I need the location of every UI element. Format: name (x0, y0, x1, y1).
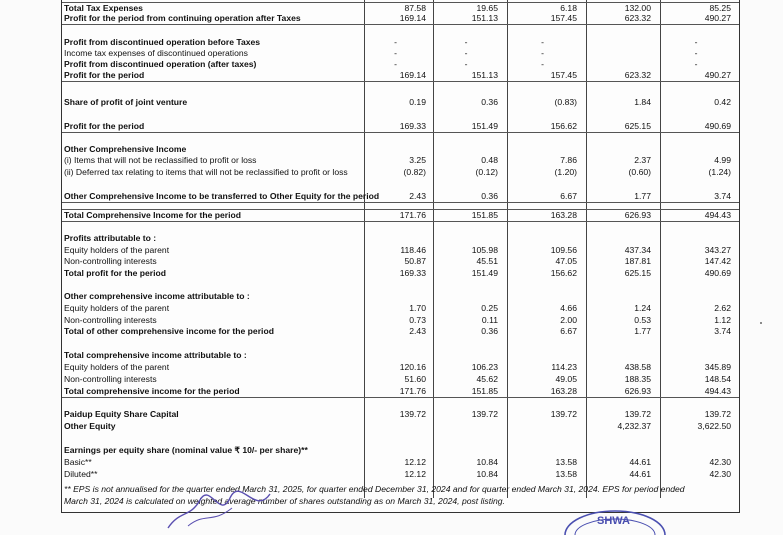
table-row (62, 121, 739, 133)
row-label: Non-controlling interests (64, 315, 157, 325)
value-cell: 44.61 (629, 457, 651, 467)
table-row (62, 326, 739, 337)
value-cell: 151.13 (471, 70, 498, 80)
value-cell: 139.72 (471, 409, 498, 419)
value-cell: 0.36 (481, 97, 498, 107)
value-cell: 109.56 (550, 245, 577, 255)
table-row (62, 457, 739, 468)
value-cell: 44.61 (629, 469, 651, 479)
value-cell: 1.12 (714, 315, 731, 325)
value-cell: 2.00 (560, 315, 577, 325)
value-cell: 157.45 (550, 13, 577, 23)
value-cell: 169.14 (399, 70, 426, 80)
value-cell: 1.70 (409, 303, 426, 313)
value-cell: 163.28 (550, 210, 577, 220)
value-cell: 0.19 (409, 97, 426, 107)
row-label: Total comprehensive income attributable to : (64, 350, 247, 360)
table-row (62, 37, 739, 48)
value-cell: 171.76 (399, 386, 426, 396)
table-row (62, 291, 739, 302)
row-label: Earnings per equity share (nominal value ₹ 10/- per share)** (64, 445, 308, 455)
value-cell: 0.53 (634, 315, 651, 325)
table-row (62, 97, 739, 108)
value-cell: 50.87 (404, 256, 426, 266)
value-cell: 0.11 (481, 315, 498, 325)
row-label: Profit from discontinued operation before Taxes (64, 37, 261, 47)
value-cell: 12.12 (404, 457, 426, 467)
value-cell: - (694, 48, 698, 58)
table-row (62, 268, 739, 279)
row-label: Profit for the period (64, 70, 145, 80)
value-cell: (1.20) (554, 167, 577, 177)
row-label: Profit for the period from continuing operation after Taxes (64, 13, 301, 23)
table-row (62, 409, 739, 420)
value-cell: 1.77 (634, 191, 651, 201)
value-cell: 169.14 (399, 13, 426, 23)
value-cell: 6.18 (560, 3, 577, 13)
value-cell: 1.77 (634, 326, 651, 336)
table-row (62, 469, 739, 480)
value-cell: - (694, 59, 698, 69)
table-row (62, 386, 739, 398)
value-cell: 623.32 (624, 13, 651, 23)
value-cell: 163.28 (550, 386, 577, 396)
row-label: Other Comprehensive Income to be transferred to Other Equity for the period (64, 191, 380, 201)
row-label: Paidup Equity Share Capital (64, 409, 179, 419)
row-label: Non-controlling interests (64, 374, 157, 384)
value-cell: - (541, 59, 544, 69)
financial-statement-table (61, 0, 740, 513)
table-row (62, 421, 739, 432)
table-row (62, 70, 739, 82)
value-cell: - (394, 48, 397, 58)
value-cell: 1.84 (634, 97, 651, 107)
value-cell: 114.23 (551, 362, 577, 372)
value-cell: 19.65 (476, 3, 498, 13)
row-label: Total Comprehensive Income for the period (64, 210, 241, 220)
value-cell: 7.86 (560, 155, 577, 165)
row-label: (ii) Deferred tax relating to items that will not be reclassified to profit or loss (64, 167, 348, 177)
value-cell: 148.54 (704, 374, 731, 384)
value-cell: 437.34 (624, 245, 651, 255)
value-cell: 10.84 (476, 457, 498, 467)
value-cell: 2.43 (409, 191, 426, 201)
row-label: Non-controlling interests (64, 256, 157, 266)
value-cell: 494.43 (704, 386, 731, 396)
table-row (62, 233, 739, 244)
value-cell: 10.84 (476, 469, 498, 479)
table-row (62, 155, 739, 166)
table-row (62, 303, 739, 314)
value-cell: 490.27 (704, 70, 731, 80)
row-label: Total of other comprehensive income for the period (64, 326, 274, 336)
table-row (62, 191, 739, 203)
value-cell: 490.27 (704, 13, 731, 23)
value-cell: - (464, 37, 468, 47)
value-cell: 188.35 (624, 374, 651, 384)
value-cell: 187.81 (624, 256, 651, 266)
table-row (62, 350, 739, 361)
value-cell: 626.93 (624, 386, 651, 396)
value-cell: - (464, 59, 468, 69)
value-cell: 45.51 (476, 256, 498, 266)
value-cell: 105.98 (471, 245, 498, 255)
value-cell: 156.62 (550, 121, 577, 131)
row-label: Equity holders of the parent (64, 245, 170, 255)
value-cell: - (541, 48, 544, 58)
value-cell: 490.69 (704, 121, 731, 131)
value-cell: (0.82) (403, 167, 426, 177)
row-label: Other Equity (64, 421, 116, 431)
value-cell: (1.24) (708, 167, 731, 177)
table-row (62, 48, 739, 59)
value-cell: (0.60) (628, 167, 651, 177)
value-cell: 13.58 (555, 457, 577, 467)
value-cell: 1.24 (634, 303, 651, 313)
value-cell: 3.25 (409, 155, 426, 165)
row-label: Equity holders of the parent (64, 303, 170, 313)
value-cell: 139.72 (704, 409, 731, 419)
row-label: Equity holders of the parent (64, 362, 170, 372)
value-cell: 157.45 (550, 70, 577, 80)
row-label: Share of profit of joint venture (64, 97, 188, 107)
value-cell: 139.72 (399, 409, 426, 419)
row-label: (i) Items that will not be reclassified to profit or loss (64, 155, 257, 165)
value-cell: 151.85 (471, 386, 498, 396)
value-cell: 87.58 (404, 3, 426, 13)
value-cell: 118.46 (400, 245, 426, 255)
table-row (62, 59, 739, 70)
value-cell: 0.48 (481, 155, 498, 165)
table-row (62, 13, 739, 25)
value-cell: 151.49 (471, 268, 498, 278)
value-cell: - (694, 37, 698, 47)
value-cell: 156.62 (550, 268, 577, 278)
value-cell: 0.25 (481, 303, 498, 313)
value-cell: 42.30 (709, 469, 731, 479)
value-cell: 345.89 (704, 362, 731, 372)
value-cell: 2.37 (634, 155, 651, 165)
row-label: Diluted** (64, 469, 98, 479)
company-seal (560, 505, 670, 535)
value-cell: 106.23 (471, 362, 498, 372)
value-cell: 0.73 (409, 315, 426, 325)
row-label: Other comprehensive income attributable to : (64, 291, 250, 301)
table-row (62, 167, 739, 178)
row-label: Income tax expenses of discontinued operations (64, 48, 248, 58)
table-row (62, 362, 739, 373)
value-cell: 0.36 (481, 326, 498, 336)
value-cell: 12.12 (404, 469, 426, 479)
value-cell: 343.27 (704, 245, 731, 255)
value-cell: 151.13 (471, 13, 498, 23)
row-label: Profit from discontinued operation (after taxes) (64, 59, 257, 69)
value-cell: 3.74 (714, 326, 731, 336)
stray-mark (760, 322, 762, 324)
value-cell: 147.42 (704, 256, 731, 266)
value-cell: 4.66 (560, 303, 577, 313)
value-cell: 47.05 (555, 256, 577, 266)
value-cell: 4.99 (714, 155, 731, 165)
value-cell: 2.62 (714, 303, 731, 313)
value-cell: 139.72 (624, 409, 651, 419)
table-row (62, 445, 739, 456)
value-cell: - (464, 48, 468, 58)
value-cell: 494.43 (704, 210, 731, 220)
table-row (62, 315, 739, 326)
value-cell: 42.30 (709, 457, 731, 467)
value-cell: 51.60 (404, 374, 426, 384)
table-row (62, 144, 739, 155)
footnote-line-2: March 31, 2024 is calculated on weighted average number of shares outstanding as on March 31, 2024, post listing. (64, 496, 505, 506)
value-cell: 171.76 (399, 210, 426, 220)
value-cell: 3,622.50 (697, 421, 731, 431)
value-cell: 120.16 (399, 362, 426, 372)
signature-scribble (160, 490, 280, 530)
value-cell: 4,232.37 (617, 421, 651, 431)
value-cell: 139.72 (550, 409, 577, 419)
value-cell: 132.00 (624, 3, 651, 13)
value-cell: (0.12) (475, 167, 498, 177)
value-cell: 85.25 (709, 3, 731, 13)
value-cell: 626.93 (624, 210, 651, 220)
row-label: Total Tax Expenses (64, 3, 143, 13)
table-row (62, 374, 739, 385)
value-cell: 625.15 (624, 121, 651, 131)
value-cell: 6.67 (560, 191, 577, 201)
value-cell: 625.15 (624, 268, 651, 278)
table-row (62, 256, 739, 267)
value-cell: 13.58 (555, 469, 577, 479)
row-label: Total comprehensive income for the period (64, 386, 240, 396)
row-label: Other Comprehensive Income (64, 144, 187, 154)
table-row (62, 245, 739, 256)
row-label: Profits attributable to : (64, 233, 157, 243)
value-cell: 2.43 (409, 326, 426, 336)
row-label: Basic** (64, 457, 92, 467)
value-cell: - (394, 59, 397, 69)
table-row (62, 209, 739, 222)
value-cell: 438.58 (624, 362, 651, 372)
value-cell: 3.74 (714, 191, 731, 201)
value-cell: 169.33 (399, 121, 426, 131)
value-cell: (0.83) (554, 97, 577, 107)
value-cell: 6.67 (560, 326, 577, 336)
value-cell: 49.05 (555, 374, 577, 384)
value-cell: - (394, 37, 397, 47)
value-cell: 45.62 (476, 374, 498, 384)
value-cell: 151.85 (471, 210, 498, 220)
value-cell: 0.36 (481, 191, 498, 201)
footnote-line-1: ** EPS is not annualised for the quarter ended March 31, 2025, for quarter ended December 31, 2024 and for quarter ended March 31, 2024. EPS for period ended (64, 484, 685, 494)
value-cell: 0.42 (714, 97, 731, 107)
row-label: Total profit for the period (64, 268, 166, 278)
row-label: Profit for the period (64, 121, 145, 131)
value-cell: 169.33 (399, 268, 426, 278)
value-cell: 623.32 (624, 70, 651, 80)
value-cell: 151.49 (471, 121, 498, 131)
value-cell: 490.69 (704, 268, 731, 278)
value-cell: - (541, 37, 544, 47)
seal-text: SHWA (597, 515, 630, 527)
